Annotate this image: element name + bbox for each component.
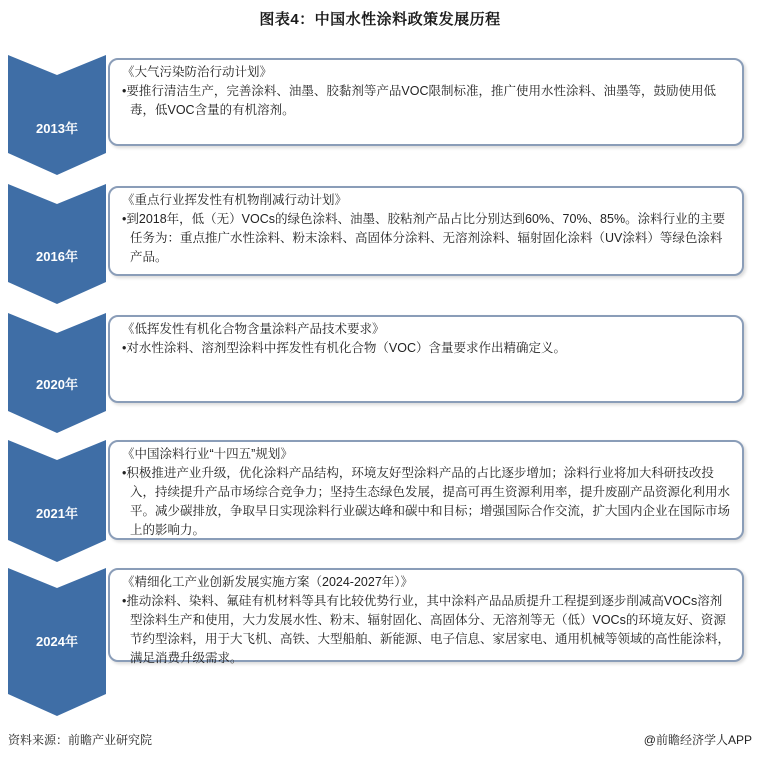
year-label: 2024年 [36,634,78,649]
year-label: 2021年 [36,506,78,521]
timeline-chevron-2013 [8,55,106,175]
chart-title: 图表4：中国水性涂料政策发展历程 [259,11,501,28]
timeline-chevron-2021 [8,440,106,562]
year-label: 2020年 [36,377,78,392]
policy-title: 《中国涂料行业“十四五”规划》 [122,447,293,461]
policy-detail: •到2018年，低（无）VOCs的绿色涂料、油墨、胶粘剂产品占比分别达到60%、70%、85%。涂料行业的主要任务为：重点推广水性涂料、粉末涂料、高固体分涂料、无溶剂涂料、辐射固化涂料（UV涂料）等绿色涂料产品。 [122,212,726,264]
policy-box-2013 [108,58,744,146]
policy-box-2016 [108,186,744,276]
timeline-chevron-2016 [8,184,106,304]
policy-title: 《精细化工产业创新发展实施方案（2024-2027年）》 [122,575,414,589]
policy-title: 《重点行业挥发性有机物削减行动计划》 [122,193,348,207]
policy-box-2024 [108,568,744,665]
policy-title: 《低挥发性有机化合物含量涂料产品技术要求》 [122,322,385,336]
policy-title: 《大气污染防治行动计划》 [122,65,273,79]
policy-detail: •对水性涂料、溶剂型涂料中挥发性有机化合物（VOC）含量要求作出精确定义。 [122,341,566,355]
policy-detail: •积极推进产业升级，优化涂料产品结构，环境友好型涂料产品的占比逐步增加；涂料行业将加大科研技改投入，持续提升产品市场综合竞争力；坚持生态绿色发展，提高可再生资源利用率，提升废副产品资源化利用水平。减少碳排放，争取早日实现涂料行业碳达峰和碳中和目标；增强国际合作交流，扩大国内企业在国际市场上的影响力。 [122,466,731,537]
timeline-chevron-2020 [8,313,106,433]
policy-box-2021 [108,440,744,540]
policy-box-2020 [108,315,744,403]
source-note: 资料来源：前瞻产业研究院 [8,733,153,747]
policy-detail: •推动涂料、染料、氟硅有机材料等具有比较优势行业，其中涂料产品品质提升工程提到逐步削减高VOCs溶剂型涂料生产和使用，大力发展水性、粉末、辐射固化、高固体分、无溶剂等无（低）VOCs的环境友好、资源节约型涂料，用于大飞机、高铁、大型船舶、新能源、电子信息、家居家电、通用机械等领域的高性能涂料，满足消费升级需求。 [122,594,731,665]
brand-credit: @前瞻经济学人APP [643,733,752,747]
year-label: 2013年 [36,121,78,136]
year-label: 2016年 [36,249,78,264]
policy-detail: •要推行清洁生产，完善涂料、油墨、胶黏剂等产品VOC限制标准，推广使用水性涂料、油墨等，鼓励使用低毒，低VOC含量的有机溶剂。 [122,84,716,117]
